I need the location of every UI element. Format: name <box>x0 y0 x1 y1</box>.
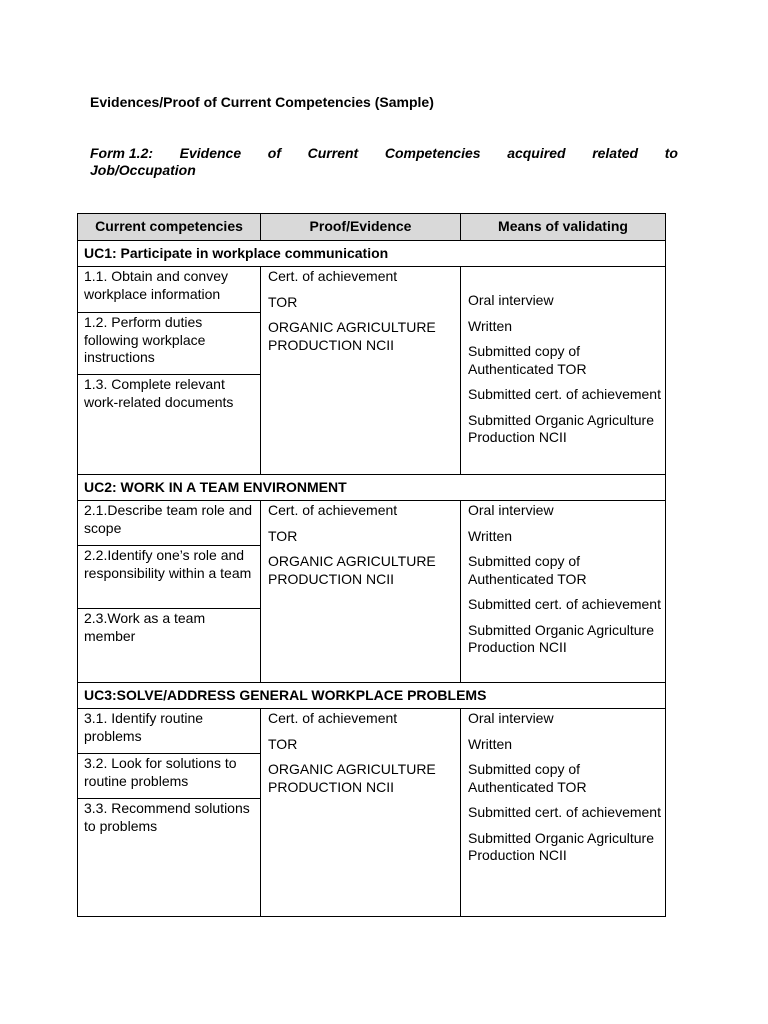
competency-item: 3.2. Look for solutions to routine problems <box>78 754 260 799</box>
means-cell <box>461 267 666 475</box>
competency-item: 1.3. Complete relevant work-related documents <box>84 376 234 410</box>
table-row <box>78 501 666 683</box>
proof-cell <box>261 501 461 683</box>
proof-item: TOR <box>268 527 298 544</box>
form-word: related <box>592 145 639 161</box>
means-item: Submitted Organic Agriculture Production NCII <box>468 411 654 445</box>
form-word: to <box>664 145 678 161</box>
means-cell <box>461 709 666 917</box>
unit-row <box>78 475 666 501</box>
competency-item: 3.3. Recommend solutions to problems <box>84 800 250 834</box>
competency-item: 1.2. Perform duties following workplace instructions <box>78 313 260 375</box>
competencies-cell <box>78 709 261 917</box>
competencies-cell <box>78 501 261 683</box>
header-current-competencies: Current competencies <box>78 214 261 241</box>
proof-item: ORGANIC AGRICULTURE PRODUCTION NCII <box>268 553 436 587</box>
header-proof-evidence: Proof/Evidence <box>261 214 461 241</box>
means-item: Submitted cert. of achievement <box>468 596 661 612</box>
competency-item: 3.1. Identify routine problems <box>78 709 260 754</box>
means-item: Oral interview <box>468 292 554 308</box>
table-header-row <box>78 214 666 241</box>
means-item: Submitted copy of Authenticated TOR <box>468 553 587 587</box>
form-word: Evidence <box>179 145 242 161</box>
means-item: Submitted copy of Authenticated TOR <box>468 343 587 377</box>
competency-item: 2.1.Describe team role and scope <box>78 501 260 546</box>
proof-item: Cert. of achievement <box>268 710 398 726</box>
form-code: Form 1.2: <box>90 145 154 161</box>
proof-item: ORGANIC AGRICULTURE PRODUCTION NCII <box>268 319 436 353</box>
means-item: Submitted cert. of achievement <box>468 386 661 402</box>
competency-item: 2.2.Identify one’s role and responsibility within a team <box>78 546 260 609</box>
form-heading <box>90 145 678 179</box>
proof-cell <box>261 267 461 475</box>
means-item: Oral interview <box>468 710 554 726</box>
header-means-of-validating: Means of validating <box>461 214 666 241</box>
means-item: Submitted Organic Agriculture Production NCII <box>468 621 654 655</box>
proof-item: TOR <box>268 735 298 752</box>
means-item: Submitted Organic Agriculture Production NCII <box>468 829 654 863</box>
table-row <box>78 709 666 917</box>
table-row <box>78 267 666 475</box>
competencies-cell <box>78 267 261 475</box>
form-word: Current <box>307 145 359 161</box>
form-word: acquired <box>507 145 566 161</box>
proof-item: TOR <box>268 293 298 310</box>
means-item: Written <box>468 735 513 752</box>
proof-cell <box>261 709 461 917</box>
unit-row <box>78 683 666 709</box>
form-heading-line2: Job/Occupation <box>90 162 196 178</box>
means-item: Oral interview <box>468 502 554 518</box>
competency-item: 1.1. Obtain and convey workplace information <box>78 267 260 313</box>
document-title: Evidences/Proof of Current Competencies (Sample) <box>90 94 434 110</box>
means-item: Submitted cert. of achievement <box>468 804 661 820</box>
competency-table <box>77 213 666 917</box>
means-item: Submitted copy of Authenticated TOR <box>468 761 587 795</box>
competency-item: 2.3.Work as a team member <box>84 610 206 644</box>
unit-title: UC3:SOLVE/ADDRESS GENERAL WORKPLACE PROBLEMS <box>78 683 666 709</box>
form-word: of <box>267 145 281 161</box>
unit-row <box>78 241 666 267</box>
unit-title: UC1: Participate in workplace communication <box>78 241 666 267</box>
means-item: Written <box>468 527 513 544</box>
proof-item: ORGANIC AGRICULTURE PRODUCTION NCII <box>268 761 436 795</box>
means-item: Written <box>468 317 513 334</box>
proof-item: Cert. of achievement <box>268 268 398 284</box>
means-cell <box>461 501 666 683</box>
unit-title: UC2: WORK IN A TEAM ENVIRONMENT <box>78 475 666 501</box>
form-word: Competencies <box>384 145 481 161</box>
proof-item: Cert. of achievement <box>268 502 398 518</box>
